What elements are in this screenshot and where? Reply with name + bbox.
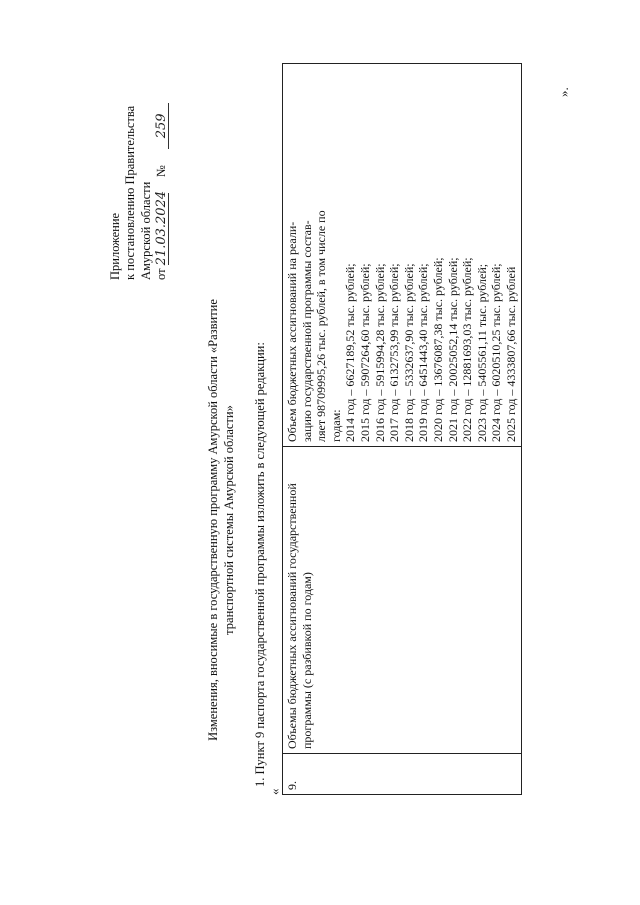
appendix-title: Приложение — [108, 212, 122, 280]
appendix-header — [108, 103, 169, 280]
year-line: 2015 год – 5907264,60 тыс. рублей; — [357, 263, 372, 442]
row-name-cell: Объемы бюджетных ассигнований государственной программы (с разбивкой по годам) — [283, 447, 522, 754]
from-label: от — [153, 268, 168, 280]
year-line: 2019 год – 6451443,40 тыс. рублей; — [416, 263, 431, 442]
year-line: 2024 год – 6020510,25 тыс. рублей; — [489, 263, 504, 442]
closing-quote: ». — [556, 87, 571, 97]
year-line: 2025 год – 4333807,66 тыс. рублей — [503, 266, 518, 442]
handwritten-number: 259 — [155, 103, 169, 149]
row-value-cell — [283, 64, 522, 447]
year-line: 2016 год – 5915994,28 тыс. рублей; — [372, 263, 387, 442]
year-line: 2023 год – 5405561,11 тыс. рублей; — [474, 263, 489, 442]
total-line: зацию государственной программы состав- — [299, 220, 314, 442]
year-line: 2021 год – 20025052,14 тыс. рублей; — [445, 257, 460, 442]
total-line: Объем бюджетных ассигнований на реали- — [285, 221, 299, 442]
appendix-date-number-line — [154, 103, 169, 280]
year-line: 2014 год – 6627189,52 тыс. рублей; — [343, 263, 358, 442]
year-line: 2018 год – 5332637,90 тыс. рублей; — [401, 263, 416, 442]
total-line: годам: — [328, 409, 343, 442]
appendix-region-line: Амурской области — [138, 181, 153, 280]
number-label: № — [153, 165, 168, 178]
handwritten-date: 21.03.2024 — [153, 190, 169, 266]
row-number-cell: 9. — [283, 754, 522, 795]
opening-quote: « — [267, 788, 282, 795]
document-title: Изменения, вносимые в государственную программу Амурской области «Развитие транспортной системы Амурской области» — [206, 299, 236, 741]
year-line: 2017 год – 6132753,99 тыс. рублей; — [387, 263, 402, 442]
year-line: 2022 год – 12881693,03 тыс. рублей; — [460, 257, 475, 442]
intro-paragraph: 1. Пункт 9 паспорта государственной программы изложить в следующей редакции: — [253, 342, 267, 787]
appendix-resolution-line: к постановлению Правительства — [123, 105, 138, 280]
passport-table — [282, 63, 522, 795]
year-line: 2020 год – 13676087,38 тыс. рублей; — [430, 257, 445, 442]
table-row — [283, 64, 522, 795]
total-line: ляет 98709995,26 тыс. рублей, в том числе по — [314, 210, 329, 442]
